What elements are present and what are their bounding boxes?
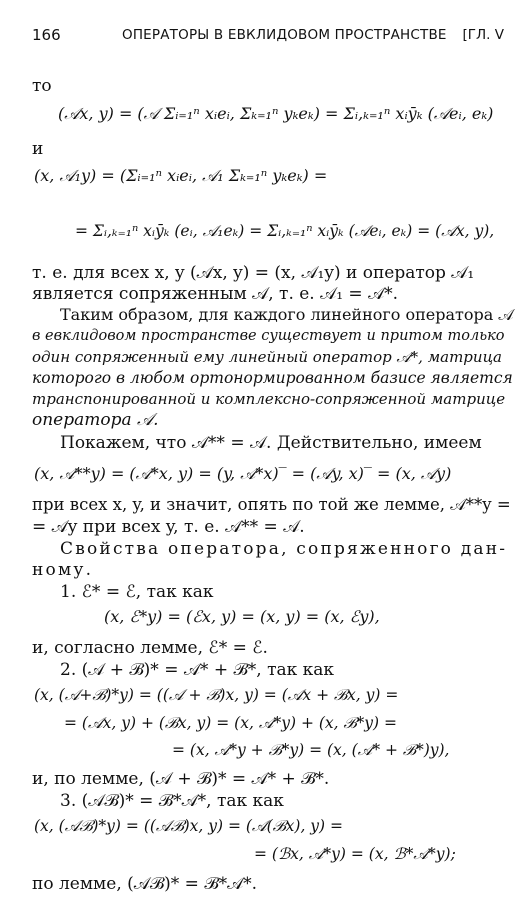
text-line: и, по лемме, (𝒜 + ℬ)* = 𝒜* + ℬ*. xyxy=(32,769,330,789)
formula-line: = (𝒜x, y) + (ℬx, y) = (x, 𝒜*y) + (x, ℬ*y) = xyxy=(64,714,398,732)
page-header xyxy=(32,26,504,46)
formula-line: (𝒜x, y) = (𝒜 Σᵢ₌₁ⁿ xᵢeᵢ, Σₖ₌₁ⁿ yₖeₖ) = Σᵢ,ₖ₌₁ⁿ xᵢȳₖ (𝒜eᵢ, eₖ) xyxy=(58,104,494,123)
formula-line: (x, (𝒜+ℬ)*y) = ((𝒜 + ℬ)x, y) = (𝒜x + ℬx, y) = xyxy=(34,686,399,704)
text-line: по лемме, (𝒜ℬ)* = ℬ*𝒜*. xyxy=(32,874,258,894)
text-line: т. е. для всех x, y (𝒜x, y) = (x, 𝒜₁y) и оператор 𝒜₁ xyxy=(32,263,475,283)
text-line: и, согласно лемме, ℰ* = ℰ. xyxy=(32,638,268,658)
text-line: оператора 𝒜. xyxy=(32,410,159,430)
formula-line: = Σᵢ,ₖ₌₁ⁿ xᵢȳₖ (eᵢ, 𝒜₁eₖ) = Σᵢ,ₖ₌₁ⁿ xᵢȳₖ (𝒜eᵢ, eₖ) = (𝒜x, y), xyxy=(75,222,495,240)
text-line: один сопряженный ему линейный оператор 𝒜*, матрица xyxy=(32,348,502,366)
text-line: при всех x, y, и значит, опять по той же лемме, 𝒜**y = xyxy=(32,495,511,514)
text-line: и xyxy=(32,139,44,159)
text-line: транспонированной и комплексно-сопряженной матрице xyxy=(32,390,506,408)
text-line: то xyxy=(32,76,52,96)
chapter-marker: [ГЛ. V xyxy=(462,27,504,43)
text-line: 1. ℰ* = ℰ, так как xyxy=(60,582,214,602)
text-line: = 𝒜y при всех y, т. е. 𝒜** = 𝒜. xyxy=(32,517,305,537)
text-line: 3. (𝒜ℬ)* = ℬ*𝒜*, так как xyxy=(60,791,284,811)
text-line: которого в любом ортонормированном базисе является xyxy=(32,369,513,387)
section-heading: Свойства оператора, сопряженного дан- xyxy=(60,539,508,559)
text-line: 2. (𝒜 + ℬ)* = 𝒜* + ℬ*, так как xyxy=(60,660,335,680)
text-line: в евклидовом пространстве существует и притом только xyxy=(32,328,505,344)
formula-line: (x, 𝒜₁y) = (Σᵢ₌₁ⁿ xᵢeᵢ, 𝒜₁ Σₖ₌₁ⁿ yₖeₖ) = xyxy=(34,166,328,185)
formula-line: = (x, 𝒜*y + ℬ*y) = (x, (𝒜* + ℬ*)y), xyxy=(172,741,450,759)
section-heading-cont: ному. xyxy=(32,560,94,580)
text-line: Покажем, что 𝒜** = 𝒜. Действительно, имеем xyxy=(60,433,482,453)
formula-line: (x, (𝒜ℬ)*y) = ((𝒜ℬ)x, y) = (𝒜(ℬx), y) = xyxy=(34,817,344,835)
formula-line: (x, ℰ*y) = (ℰx, y) = (x, y) = (x, ℰy), xyxy=(104,607,380,626)
formula-line: = (ℬx, 𝒜*y) = (x, ℬ*𝒜*y); xyxy=(254,845,456,863)
page-number: 166 xyxy=(32,26,61,44)
text-line: является сопряженным 𝒜, т. е. 𝒜₁ = 𝒜*. xyxy=(32,284,399,304)
running-title: ОПЕРАТОРЫ В ЕВКЛИДОВОМ ПРОСТРАНСТВЕ xyxy=(122,27,447,43)
formula-line: (x, 𝒜**y) = (𝒜*x, y) = (y, 𝒜*x)‾ = (𝒜y, x)‾ = (x, 𝒜y) xyxy=(34,464,452,483)
text-line: Таким образом, для каждого линейного оператора 𝒜 xyxy=(60,305,514,324)
